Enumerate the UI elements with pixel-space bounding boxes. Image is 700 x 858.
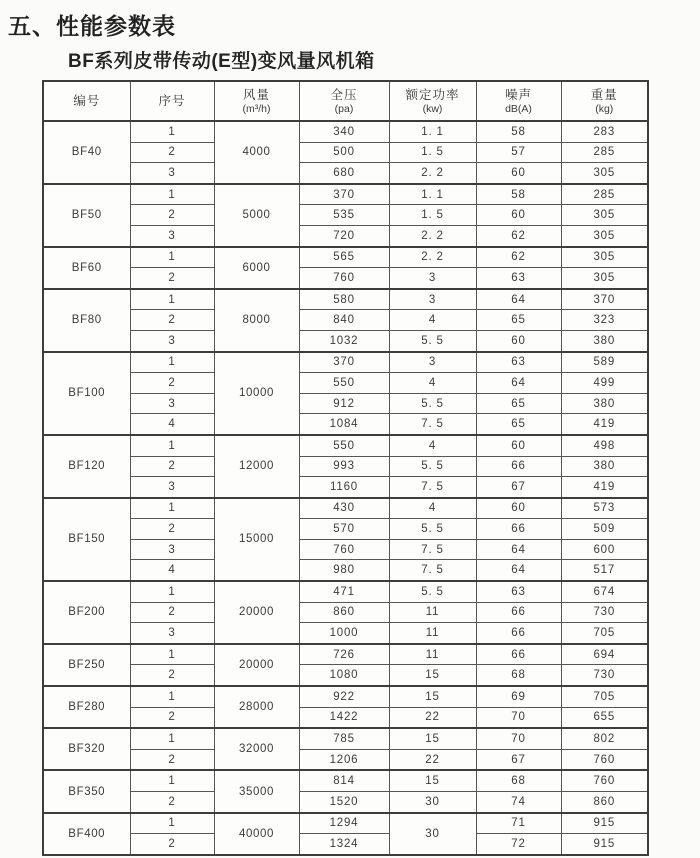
table-row <box>43 813 648 834</box>
weight-cell: 600 <box>561 539 648 560</box>
noise-cell: 62 <box>476 225 561 246</box>
seq-cell: 1 <box>130 498 214 519</box>
noise-cell: 68 <box>476 665 561 686</box>
seq-cell: 3 <box>130 477 214 498</box>
column-header-label: 全压 <box>330 87 358 102</box>
power-cell: 1. 1 <box>389 121 476 142</box>
pressure-cell: 814 <box>299 770 389 791</box>
noise-cell: 60 <box>476 330 561 351</box>
seq-cell: 2 <box>130 373 214 394</box>
weight-cell: 370 <box>561 289 648 310</box>
pressure-cell: 912 <box>299 393 389 414</box>
seq-cell: 3 <box>130 330 214 351</box>
seq-cell: 1 <box>130 121 214 142</box>
model-cell: BF120 <box>43 435 130 498</box>
power-cell: 22 <box>389 707 476 728</box>
table-row <box>43 205 648 226</box>
table-row <box>43 498 648 519</box>
pressure-cell: 1032 <box>299 330 389 351</box>
power-cell: 4 <box>389 373 476 394</box>
weight-cell: 285 <box>561 184 648 205</box>
seq-cell: 2 <box>130 665 214 686</box>
weight-cell: 760 <box>561 770 648 791</box>
weight-cell: 915 <box>561 834 648 855</box>
pressure-cell: 370 <box>299 352 389 373</box>
table-row <box>43 247 648 268</box>
pressure-cell: 580 <box>299 289 389 310</box>
airflow-cell: 28000 <box>214 686 299 728</box>
table-subtitle: BF系列皮带传动(E型)变风量风机箱 <box>68 51 375 72</box>
weight-cell: 674 <box>561 581 648 602</box>
table-row <box>43 393 648 414</box>
column-header <box>214 81 299 121</box>
noise-cell: 65 <box>476 414 561 435</box>
power-cell: 4 <box>389 435 476 456</box>
table-row <box>43 581 648 602</box>
airflow-cell: 15000 <box>214 498 299 581</box>
model-cell: BF150 <box>43 498 130 581</box>
seq-cell: 2 <box>130 310 214 331</box>
seq-cell: 2 <box>130 205 214 226</box>
noise-cell: 67 <box>476 477 561 498</box>
column-header-unit: (m³/h) <box>242 102 271 115</box>
noise-cell: 57 <box>476 142 561 163</box>
weight-cell: 860 <box>561 792 648 813</box>
pressure-cell: 760 <box>299 268 389 289</box>
seq-cell: 3 <box>130 393 214 414</box>
weight-cell: 305 <box>561 163 648 184</box>
table-body <box>43 121 648 855</box>
power-cell: 7. 5 <box>389 414 476 435</box>
power-cell: 30 <box>389 792 476 813</box>
column-header-label: 序号 <box>158 93 186 108</box>
pressure-cell: 1000 <box>299 623 389 644</box>
table-row <box>43 792 648 813</box>
column-header-unit: (kw) <box>422 102 443 115</box>
airflow-cell: 40000 <box>214 813 299 855</box>
seq-cell: 2 <box>130 142 214 163</box>
pressure-cell: 760 <box>299 539 389 560</box>
noise-cell: 74 <box>476 792 561 813</box>
noise-cell: 64 <box>476 539 561 560</box>
noise-cell: 64 <box>476 289 561 310</box>
column-header <box>43 81 130 121</box>
power-cell: 15 <box>389 665 476 686</box>
noise-cell: 70 <box>476 728 561 749</box>
pressure-cell: 860 <box>299 602 389 623</box>
weight-cell: 283 <box>561 121 648 142</box>
table-row <box>43 560 648 581</box>
model-cell: BF50 <box>43 184 130 247</box>
airflow-cell: 10000 <box>214 352 299 435</box>
table-row <box>43 602 648 623</box>
table-row <box>43 456 648 477</box>
power-cell: 5. 5 <box>389 519 476 540</box>
model-cell: BF400 <box>43 813 130 855</box>
seq-cell: 1 <box>130 289 214 310</box>
noise-cell: 63 <box>476 268 561 289</box>
seq-cell: 2 <box>130 519 214 540</box>
pressure-cell: 922 <box>299 686 389 707</box>
noise-cell: 66 <box>476 602 561 623</box>
seq-cell: 4 <box>130 560 214 581</box>
column-header <box>389 81 476 121</box>
power-cell: 7. 5 <box>389 539 476 560</box>
airflow-cell: 6000 <box>214 247 299 289</box>
power-cell: 2. 2 <box>389 225 476 246</box>
column-header-unit: (kg) <box>595 102 614 115</box>
column-header <box>130 81 214 121</box>
noise-cell: 67 <box>476 749 561 770</box>
column-header-label: 风量 <box>242 87 270 102</box>
seq-cell: 2 <box>130 602 214 623</box>
model-cell: BF250 <box>43 644 130 686</box>
pressure-cell: 370 <box>299 184 389 205</box>
seq-cell: 2 <box>130 792 214 813</box>
pressure-cell: 680 <box>299 163 389 184</box>
table-row <box>43 414 648 435</box>
weight-cell: 380 <box>561 330 648 351</box>
power-cell: 22 <box>389 749 476 770</box>
model-cell: BF40 <box>43 121 130 184</box>
noise-cell: 62 <box>476 247 561 268</box>
noise-cell: 63 <box>476 352 561 373</box>
weight-cell: 589 <box>561 352 648 373</box>
airflow-cell: 12000 <box>214 435 299 498</box>
power-cell: 5. 5 <box>389 330 476 351</box>
noise-cell: 64 <box>476 560 561 581</box>
power-cell: 15 <box>389 728 476 749</box>
table-row <box>43 184 648 205</box>
noise-cell: 60 <box>476 498 561 519</box>
pressure-cell: 1080 <box>299 665 389 686</box>
power-cell: 2. 2 <box>389 247 476 268</box>
weight-cell: 323 <box>561 310 648 331</box>
seq-cell: 2 <box>130 268 214 289</box>
weight-cell: 380 <box>561 456 648 477</box>
noise-cell: 60 <box>476 435 561 456</box>
airflow-cell: 20000 <box>214 581 299 644</box>
seq-cell: 1 <box>130 184 214 205</box>
weight-cell: 730 <box>561 602 648 623</box>
model-cell: BF320 <box>43 728 130 770</box>
column-header-label: 编号 <box>73 93 101 108</box>
table-row <box>43 477 648 498</box>
power-cell: 11 <box>389 623 476 644</box>
table-row <box>43 644 648 665</box>
power-cell: 7. 5 <box>389 560 476 581</box>
noise-cell: 70 <box>476 707 561 728</box>
airflow-cell: 8000 <box>214 289 299 352</box>
weight-cell: 499 <box>561 373 648 394</box>
table-row <box>43 289 648 310</box>
pressure-cell: 1324 <box>299 834 389 855</box>
pressure-cell: 1084 <box>299 414 389 435</box>
table-row <box>43 435 648 456</box>
airflow-cell: 35000 <box>214 770 299 812</box>
seq-cell: 3 <box>130 623 214 644</box>
column-header-label: 额定功率 <box>405 87 460 102</box>
noise-cell: 68 <box>476 770 561 791</box>
power-cell: 1. 5 <box>389 142 476 163</box>
seq-cell: 3 <box>130 163 214 184</box>
power-cell: 30 <box>389 813 476 855</box>
model-cell: BF350 <box>43 770 130 812</box>
weight-cell: 655 <box>561 707 648 728</box>
noise-cell: 65 <box>476 393 561 414</box>
weight-cell: 802 <box>561 728 648 749</box>
noise-cell: 58 <box>476 121 561 142</box>
seq-cell: 1 <box>130 728 214 749</box>
table-row <box>43 623 648 644</box>
noise-cell: 69 <box>476 686 561 707</box>
seq-cell: 2 <box>130 749 214 770</box>
column-header-label: 噪声 <box>504 87 532 102</box>
weight-cell: 305 <box>561 247 648 268</box>
weight-cell: 419 <box>561 414 648 435</box>
weight-cell: 305 <box>561 268 648 289</box>
seq-cell: 3 <box>130 539 214 560</box>
noise-cell: 66 <box>476 456 561 477</box>
pressure-cell: 1206 <box>299 749 389 770</box>
power-cell: 15 <box>389 770 476 791</box>
table-row <box>43 749 648 770</box>
power-cell: 4 <box>389 498 476 519</box>
noise-cell: 72 <box>476 834 561 855</box>
power-cell: 4 <box>389 310 476 331</box>
noise-cell: 65 <box>476 310 561 331</box>
table-row <box>43 142 648 163</box>
weight-cell: 509 <box>561 519 648 540</box>
table-row <box>43 352 648 373</box>
noise-cell: 71 <box>476 813 561 834</box>
airflow-cell: 5000 <box>214 184 299 247</box>
table-row <box>43 665 648 686</box>
table-row <box>43 707 648 728</box>
power-cell: 3 <box>389 289 476 310</box>
noise-cell: 66 <box>476 623 561 644</box>
weight-cell: 730 <box>561 665 648 686</box>
power-cell: 3 <box>389 268 476 289</box>
power-cell: 2. 2 <box>389 163 476 184</box>
pressure-cell: 550 <box>299 373 389 394</box>
seq-cell: 1 <box>130 435 214 456</box>
seq-cell: 1 <box>130 770 214 791</box>
power-cell: 1. 1 <box>389 184 476 205</box>
airflow-cell: 20000 <box>214 644 299 686</box>
seq-cell: 1 <box>130 686 214 707</box>
airflow-cell: 32000 <box>214 728 299 770</box>
model-cell: BF100 <box>43 352 130 435</box>
seq-cell: 1 <box>130 247 214 268</box>
pressure-cell: 471 <box>299 581 389 602</box>
weight-cell: 760 <box>561 749 648 770</box>
noise-cell: 58 <box>476 184 561 205</box>
power-cell: 5. 5 <box>389 456 476 477</box>
table-row <box>43 770 648 791</box>
power-cell: 5. 5 <box>389 581 476 602</box>
table-row <box>43 330 648 351</box>
table-row <box>43 310 648 331</box>
pressure-cell: 550 <box>299 435 389 456</box>
power-cell: 7. 5 <box>389 477 476 498</box>
weight-cell: 705 <box>561 623 648 644</box>
weight-cell: 419 <box>561 477 648 498</box>
pressure-cell: 720 <box>299 225 389 246</box>
table-row <box>43 686 648 707</box>
page-title: 五、性能参数表 <box>8 13 176 39</box>
pressure-cell: 565 <box>299 247 389 268</box>
model-cell: BF200 <box>43 581 130 644</box>
seq-cell: 4 <box>130 414 214 435</box>
power-cell: 11 <box>389 644 476 665</box>
model-cell: BF280 <box>43 686 130 728</box>
table-header-row <box>43 81 648 121</box>
seq-cell: 2 <box>130 707 214 728</box>
noise-cell: 66 <box>476 644 561 665</box>
weight-cell: 498 <box>561 435 648 456</box>
pressure-cell: 340 <box>299 121 389 142</box>
power-cell: 5. 5 <box>389 393 476 414</box>
column-header <box>299 81 389 121</box>
power-cell: 1. 5 <box>389 205 476 226</box>
airflow-cell: 4000 <box>214 121 299 184</box>
seq-cell: 1 <box>130 352 214 373</box>
seq-cell: 2 <box>130 456 214 477</box>
power-cell: 15 <box>389 686 476 707</box>
pressure-cell: 1294 <box>299 813 389 834</box>
weight-cell: 517 <box>561 560 648 581</box>
table-row <box>43 834 648 855</box>
seq-cell: 3 <box>130 225 214 246</box>
model-cell: BF80 <box>43 289 130 352</box>
model-cell: BF60 <box>43 247 130 289</box>
weight-cell: 380 <box>561 393 648 414</box>
table-row <box>43 539 648 560</box>
weight-cell: 305 <box>561 205 648 226</box>
table-row <box>43 225 648 246</box>
pressure-cell: 430 <box>299 498 389 519</box>
weight-cell: 285 <box>561 142 648 163</box>
column-header-unit: (pa) <box>334 102 354 115</box>
table-header <box>43 81 648 121</box>
pressure-cell: 980 <box>299 560 389 581</box>
power-cell: 11 <box>389 602 476 623</box>
seq-cell: 1 <box>130 813 214 834</box>
pressure-cell: 570 <box>299 519 389 540</box>
seq-cell: 1 <box>130 581 214 602</box>
pressure-cell: 1520 <box>299 792 389 813</box>
seq-cell: 2 <box>130 834 214 855</box>
pressure-cell: 1160 <box>299 477 389 498</box>
table-row <box>43 728 648 749</box>
weight-cell: 705 <box>561 686 648 707</box>
column-header <box>476 81 561 121</box>
pressure-cell: 993 <box>299 456 389 477</box>
column-header <box>561 81 648 121</box>
table-row <box>43 373 648 394</box>
table-row <box>43 163 648 184</box>
column-header-unit: dB(A) <box>505 102 532 115</box>
noise-cell: 66 <box>476 519 561 540</box>
table-row <box>43 519 648 540</box>
weight-cell: 305 <box>561 225 648 246</box>
pressure-cell: 500 <box>299 142 389 163</box>
pressure-cell: 1422 <box>299 707 389 728</box>
weight-cell: 694 <box>561 644 648 665</box>
table-row <box>43 268 648 289</box>
performance-table <box>42 80 649 856</box>
noise-cell: 63 <box>476 581 561 602</box>
noise-cell: 60 <box>476 205 561 226</box>
table-row <box>43 121 648 142</box>
noise-cell: 60 <box>476 163 561 184</box>
pressure-cell: 785 <box>299 728 389 749</box>
column-header-label: 重量 <box>590 87 618 102</box>
pressure-cell: 726 <box>299 644 389 665</box>
noise-cell: 64 <box>476 373 561 394</box>
power-cell: 3 <box>389 352 476 373</box>
weight-cell: 915 <box>561 813 648 834</box>
seq-cell: 1 <box>130 644 214 665</box>
weight-cell: 573 <box>561 498 648 519</box>
pressure-cell: 535 <box>299 205 389 226</box>
pressure-cell: 840 <box>299 310 389 331</box>
